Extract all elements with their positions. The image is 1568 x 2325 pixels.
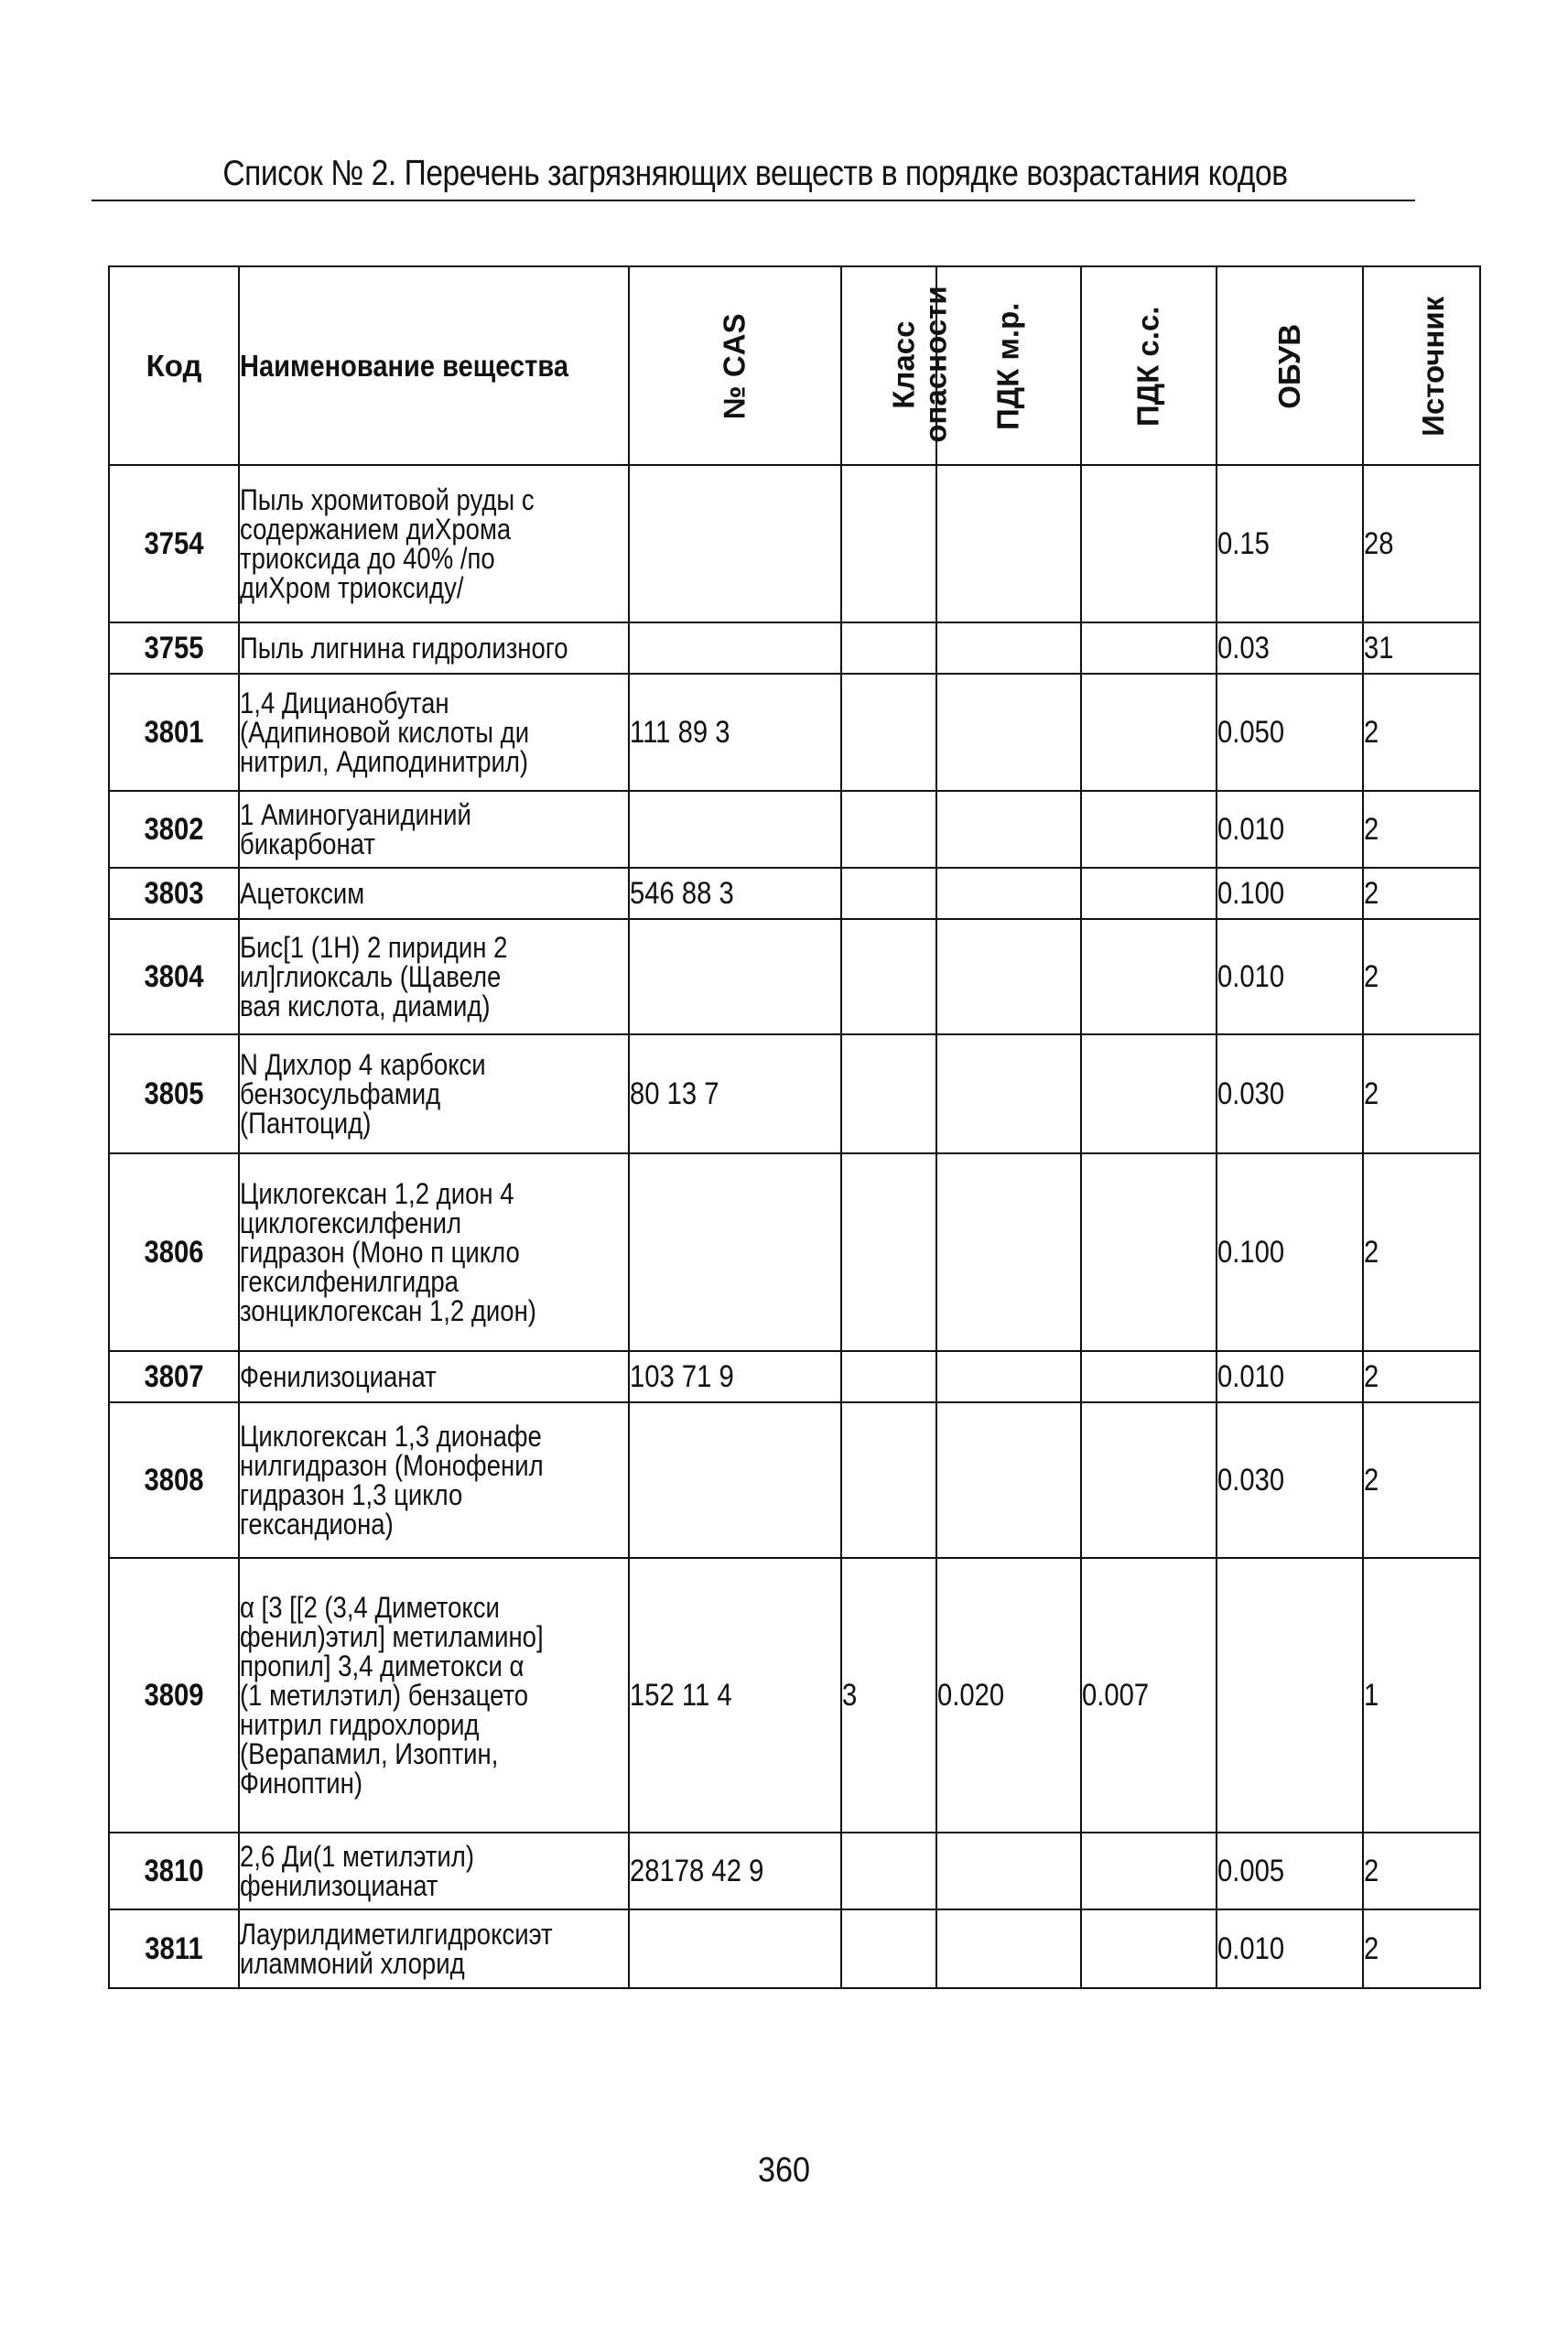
cell-name-line: (Верапамил, Изоптин, bbox=[240, 1737, 499, 1770]
cell-obuv bbox=[1217, 1558, 1363, 1833]
cell-obuv-text: 0.050 bbox=[1217, 714, 1285, 750]
cell-name-line: N Дихлор 4 карбокси bbox=[240, 1048, 486, 1081]
cell-code-text: 3803 bbox=[144, 875, 204, 911]
cell-pdk-ss bbox=[1081, 1153, 1217, 1351]
cell-source-text: 2 bbox=[1364, 1234, 1379, 1270]
cell-obuv bbox=[1217, 1909, 1363, 1988]
cell-name-line: Пыль лигнина гидролизного bbox=[240, 632, 568, 665]
cell-obuv bbox=[1217, 868, 1363, 919]
cell-obuv-text: 0.010 bbox=[1217, 811, 1285, 847]
cell-name-line: нитрил, Адиподинитрил) bbox=[240, 745, 529, 778]
cell-source-text: 2 bbox=[1364, 958, 1379, 994]
cell-source-text: 2 bbox=[1364, 811, 1379, 847]
cell-obuv-text: 0.03 bbox=[1217, 630, 1270, 665]
cell-name-line: вая кислота, диамид) bbox=[240, 989, 491, 1022]
cell-name-line: фенилизоцианат bbox=[240, 1869, 438, 1902]
cell-code-text: 3755 bbox=[144, 630, 204, 665]
cell-name bbox=[239, 465, 629, 622]
cell-pdk-mr bbox=[936, 622, 1081, 674]
cell-name-line: фенил)этил] метиламино] bbox=[240, 1620, 544, 1653]
cell-name bbox=[239, 1909, 629, 1988]
cell-name-line: ил]глиоксаль (Щавеле bbox=[240, 960, 502, 993]
cell-code bbox=[109, 674, 239, 791]
cell-source bbox=[1363, 1402, 1480, 1558]
cell-name-line: Фенилизоцианат bbox=[240, 1360, 437, 1393]
cell-name-line: Циклогексан 1,3 дионафе bbox=[240, 1420, 542, 1453]
cell-code-text: 3807 bbox=[144, 1358, 204, 1394]
cell-obuv-text: 0.010 bbox=[1217, 1358, 1285, 1394]
cell-pdk-mr bbox=[936, 791, 1081, 868]
header-cas bbox=[629, 266, 841, 465]
page-title: Список № 2. Перечень загрязняющих веществ в порядке возрастания кодов bbox=[222, 154, 1288, 193]
cell-pdk-ss bbox=[1081, 1351, 1217, 1402]
cell-hazard-class bbox=[841, 919, 936, 1034]
header-hazard-class-label: Класс опасности bbox=[886, 286, 952, 443]
table-row bbox=[109, 791, 1480, 868]
cell-cas bbox=[629, 868, 841, 919]
cell-obuv bbox=[1217, 1153, 1363, 1351]
title-divider bbox=[92, 200, 1415, 201]
cell-cas bbox=[629, 919, 841, 1034]
cell-cas bbox=[629, 1833, 841, 1909]
substances-table bbox=[108, 265, 1481, 1989]
cell-hazard-class bbox=[841, 465, 936, 622]
cell-name-line: Лаурилдиметилгидроксиэт bbox=[240, 1918, 553, 1951]
cell-name-line: нилгидразон (Монофенил bbox=[240, 1449, 544, 1482]
cell-code bbox=[109, 465, 239, 622]
cell-name-line: циклогексилфенил bbox=[240, 1206, 462, 1239]
cell-obuv-text: 0.100 bbox=[1217, 1234, 1285, 1270]
cell-name-line: α [3 [[2 (3,4 Диметокси bbox=[240, 1591, 500, 1624]
cell-source bbox=[1363, 1351, 1480, 1402]
cell-source-text: 2 bbox=[1364, 875, 1379, 911]
cell-source bbox=[1363, 465, 1480, 622]
cell-name-line: бикарбонат bbox=[240, 827, 375, 860]
cell-name-line: 1 Аминогуанидиний bbox=[240, 798, 471, 831]
cell-name-line: гексилфенилгидра bbox=[240, 1265, 459, 1298]
cell-obuv bbox=[1217, 919, 1363, 1034]
cell-pdk-mr bbox=[936, 1153, 1081, 1351]
cell-code bbox=[109, 1351, 239, 1402]
cell-hazard-class bbox=[841, 868, 936, 919]
cell-name-line: гександиона) bbox=[240, 1508, 394, 1541]
cell-pdk-ss bbox=[1081, 868, 1217, 919]
cell-code-text: 3809 bbox=[144, 1677, 204, 1713]
cell-code bbox=[109, 622, 239, 674]
cell-pdk-mr bbox=[936, 868, 1081, 919]
cell-source-text: 1 bbox=[1364, 1677, 1379, 1713]
cell-pdk-mr bbox=[936, 1034, 1081, 1153]
cell-hazard-class bbox=[841, 1034, 936, 1153]
header-source-label: Источник bbox=[1416, 296, 1451, 437]
cell-name-line: Финоптин) bbox=[240, 1767, 363, 1800]
cell-source bbox=[1363, 674, 1480, 791]
cell-hazard-class bbox=[841, 1402, 936, 1558]
cell-source-text: 2 bbox=[1364, 1853, 1379, 1888]
table-row bbox=[109, 1153, 1480, 1351]
cell-obuv-text: 0.100 bbox=[1217, 875, 1285, 911]
cell-obuv bbox=[1217, 1833, 1363, 1909]
cell-name bbox=[239, 1034, 629, 1153]
header-pdk-ss-label: ПДК с.с. bbox=[1130, 306, 1165, 427]
cell-hazard-class bbox=[841, 674, 936, 791]
cell-name bbox=[239, 1153, 629, 1351]
cell-code-text: 3804 bbox=[144, 958, 204, 994]
table-row bbox=[109, 1034, 1480, 1153]
table-row bbox=[109, 622, 1480, 674]
cell-cas bbox=[629, 791, 841, 868]
cell-code bbox=[109, 1558, 239, 1833]
cell-name-line: Пыль хромитовой руды с bbox=[240, 483, 535, 516]
cell-source bbox=[1363, 791, 1480, 868]
cell-name bbox=[239, 674, 629, 791]
cell-cas bbox=[629, 1909, 841, 1988]
cell-name bbox=[239, 1558, 629, 1833]
cell-cas bbox=[629, 1351, 841, 1402]
header-obuv bbox=[1217, 266, 1363, 465]
cell-name-line: содержанием диХрома bbox=[240, 513, 512, 546]
page-number: 360 bbox=[757, 2151, 811, 2190]
cell-pdk-mr bbox=[936, 1833, 1081, 1909]
cell-code bbox=[109, 1034, 239, 1153]
cell-hazard-class bbox=[841, 1909, 936, 1988]
cell-obuv-text: 0.010 bbox=[1217, 1930, 1285, 1966]
table-row bbox=[109, 868, 1480, 919]
cell-hazard-class bbox=[841, 1833, 936, 1909]
cell-code bbox=[109, 868, 239, 919]
cell-source-text: 31 bbox=[1364, 630, 1394, 665]
cell-cas-text: 152 11 4 bbox=[630, 1677, 732, 1713]
cell-source bbox=[1363, 1909, 1480, 1988]
cell-name-line: (Пантоцид) bbox=[240, 1107, 372, 1140]
cell-pdk-ss bbox=[1081, 622, 1217, 674]
cell-pdk-ss bbox=[1081, 791, 1217, 868]
cell-hazard-class bbox=[841, 791, 936, 868]
header-code-label: Код bbox=[146, 348, 202, 383]
cell-name bbox=[239, 622, 629, 674]
cell-obuv bbox=[1217, 1351, 1363, 1402]
cell-pdk-ss bbox=[1081, 919, 1217, 1034]
table-row bbox=[109, 1558, 1480, 1833]
header-obuv-label: ОБУВ bbox=[1271, 323, 1306, 409]
cell-obuv bbox=[1217, 791, 1363, 868]
cell-name-line: гидразон (Моно п цикло bbox=[240, 1236, 520, 1269]
header-cas-label: № CAS bbox=[717, 313, 752, 419]
cell-name bbox=[239, 919, 629, 1034]
cell-cas-text: 80 13 7 bbox=[630, 1076, 719, 1111]
cell-cas-text: 546 88 3 bbox=[630, 875, 734, 911]
cell-cas bbox=[629, 1034, 841, 1153]
cell-cas bbox=[629, 1558, 841, 1833]
cell-hazard-class bbox=[841, 622, 936, 674]
cell-code-text: 3806 bbox=[144, 1234, 204, 1270]
cell-name-line: (Адипиновой кислоты ди bbox=[240, 716, 530, 749]
cell-name-line: Бис[1 (1H) 2 пиридин 2 bbox=[240, 931, 508, 964]
cell-obuv-text: 0.030 bbox=[1217, 1462, 1285, 1498]
cell-pdk-mr bbox=[936, 674, 1081, 791]
cell-name bbox=[239, 1402, 629, 1558]
cell-name-line: триоксида до 40% /по bbox=[240, 542, 495, 575]
cell-pdk-mr bbox=[936, 1402, 1081, 1558]
cell-pdk-mr bbox=[936, 1558, 1081, 1833]
cell-cas-text: 103 71 9 bbox=[630, 1358, 734, 1394]
table-row bbox=[109, 1351, 1480, 1402]
cell-obuv bbox=[1217, 465, 1363, 622]
cell-name-line: 2,6 Ди(1 метилэтил) bbox=[240, 1840, 475, 1873]
cell-code-text: 3810 bbox=[144, 1853, 204, 1888]
table-row bbox=[109, 1833, 1480, 1909]
cell-source-text: 2 bbox=[1364, 1076, 1379, 1111]
cell-pdk-ss bbox=[1081, 674, 1217, 791]
cell-name bbox=[239, 868, 629, 919]
cell-pdk-ss bbox=[1081, 1833, 1217, 1909]
cell-cas bbox=[629, 465, 841, 622]
cell-name-line: (1 метилэтил) бензацето bbox=[240, 1679, 529, 1712]
cell-source bbox=[1363, 868, 1480, 919]
cell-code-text: 3754 bbox=[144, 525, 204, 561]
cell-cas bbox=[629, 1153, 841, 1351]
cell-pdk-ss bbox=[1081, 1034, 1217, 1153]
cell-name-line: пропил] 3,4 диметокси α bbox=[240, 1649, 524, 1682]
cell-name-line: иламмоний хлорид bbox=[240, 1947, 465, 1980]
cell-pdk-mr bbox=[936, 1351, 1081, 1402]
cell-pdk-mr bbox=[936, 919, 1081, 1034]
cell-cas bbox=[629, 1402, 841, 1558]
cell-cas bbox=[629, 622, 841, 674]
cell-pdk-ss-text: 0.007 bbox=[1082, 1677, 1150, 1713]
header-pdk-mr bbox=[936, 266, 1081, 465]
cell-name-line: 1,4 Дицианобутан bbox=[240, 687, 449, 719]
header-name bbox=[239, 266, 629, 465]
cell-source bbox=[1363, 1153, 1480, 1351]
header-hazard-class bbox=[841, 266, 952, 465]
cell-code bbox=[109, 791, 239, 868]
cell-obuv-text: 0.030 bbox=[1217, 1076, 1285, 1111]
cell-code-text: 3805 bbox=[144, 1076, 204, 1111]
header-code bbox=[109, 266, 239, 465]
table-row bbox=[109, 919, 1480, 1034]
cell-hazard-class bbox=[841, 1558, 936, 1833]
cell-code bbox=[109, 1909, 239, 1988]
header-pdk-mr-label: ПДК м.р. bbox=[990, 302, 1025, 430]
cell-code bbox=[109, 1833, 239, 1909]
header-name-label: Наименование вещества bbox=[240, 348, 569, 383]
table-header-row bbox=[109, 266, 1480, 465]
cell-pdk-mr bbox=[936, 1909, 1081, 1988]
cell-cas-text: 111 89 3 bbox=[630, 714, 730, 750]
cell-hazard-class-text: 3 bbox=[842, 1677, 858, 1713]
cell-cas bbox=[629, 674, 841, 791]
cell-source-text: 2 bbox=[1364, 1358, 1379, 1394]
table-row bbox=[109, 1402, 1480, 1558]
table-row bbox=[109, 674, 1480, 791]
cell-name-line: диХром триоксиду/ bbox=[240, 571, 464, 604]
cell-obuv bbox=[1217, 674, 1363, 791]
cell-name-line: зонциклогексан 1,2 дион) bbox=[240, 1294, 536, 1327]
cell-code bbox=[109, 1402, 239, 1558]
cell-obuv-text: 0.005 bbox=[1217, 1853, 1285, 1888]
cell-obuv-text: 0.010 bbox=[1217, 958, 1285, 994]
cell-code-text: 3808 bbox=[144, 1462, 204, 1498]
cell-name bbox=[239, 1351, 629, 1402]
cell-hazard-class bbox=[841, 1351, 936, 1402]
cell-name-line: бензосульфамид bbox=[240, 1077, 441, 1110]
cell-code-text: 3801 bbox=[144, 714, 204, 750]
cell-name-line: Циклогексан 1,2 дион 4 bbox=[240, 1177, 514, 1210]
cell-source-text: 2 bbox=[1364, 1462, 1379, 1498]
cell-pdk-ss bbox=[1081, 1909, 1217, 1988]
cell-code bbox=[109, 1153, 239, 1351]
table-row bbox=[109, 465, 1480, 622]
cell-obuv bbox=[1217, 622, 1363, 674]
cell-name-line: нитрил гидрохлорид bbox=[240, 1708, 480, 1741]
cell-code bbox=[109, 919, 239, 1034]
cell-source bbox=[1363, 919, 1480, 1034]
cell-obuv bbox=[1217, 1402, 1363, 1558]
cell-source-text: 28 bbox=[1364, 525, 1394, 561]
cell-obuv bbox=[1217, 1034, 1363, 1153]
cell-source-text: 2 bbox=[1364, 1930, 1379, 1966]
cell-obuv-text: 0.15 bbox=[1217, 525, 1270, 561]
cell-pdk-ss bbox=[1081, 1558, 1217, 1833]
cell-pdk-ss bbox=[1081, 1402, 1217, 1558]
cell-hazard-class bbox=[841, 1153, 936, 1351]
cell-pdk-mr bbox=[936, 465, 1081, 622]
cell-source-text: 2 bbox=[1364, 714, 1379, 750]
cell-code-text: 3811 bbox=[145, 1930, 203, 1966]
cell-name-line: гидразон 1,3 цикло bbox=[240, 1478, 463, 1511]
cell-name bbox=[239, 1833, 629, 1909]
cell-source bbox=[1363, 622, 1480, 674]
header-source bbox=[1363, 266, 1480, 465]
table-row bbox=[109, 1909, 1480, 1988]
table-body bbox=[109, 465, 1480, 1988]
cell-name bbox=[239, 791, 629, 868]
cell-source bbox=[1363, 1034, 1480, 1153]
cell-code-text: 3802 bbox=[144, 811, 204, 847]
cell-cas-text: 28178 42 9 bbox=[630, 1853, 764, 1888]
header-pdk-ss bbox=[1081, 266, 1217, 465]
cell-source bbox=[1363, 1558, 1480, 1833]
cell-source bbox=[1363, 1833, 1480, 1909]
cell-name-line: Ацетоксим bbox=[240, 877, 365, 910]
cell-pdk-mr-text: 0.020 bbox=[937, 1677, 1005, 1713]
cell-pdk-ss bbox=[1081, 465, 1217, 622]
